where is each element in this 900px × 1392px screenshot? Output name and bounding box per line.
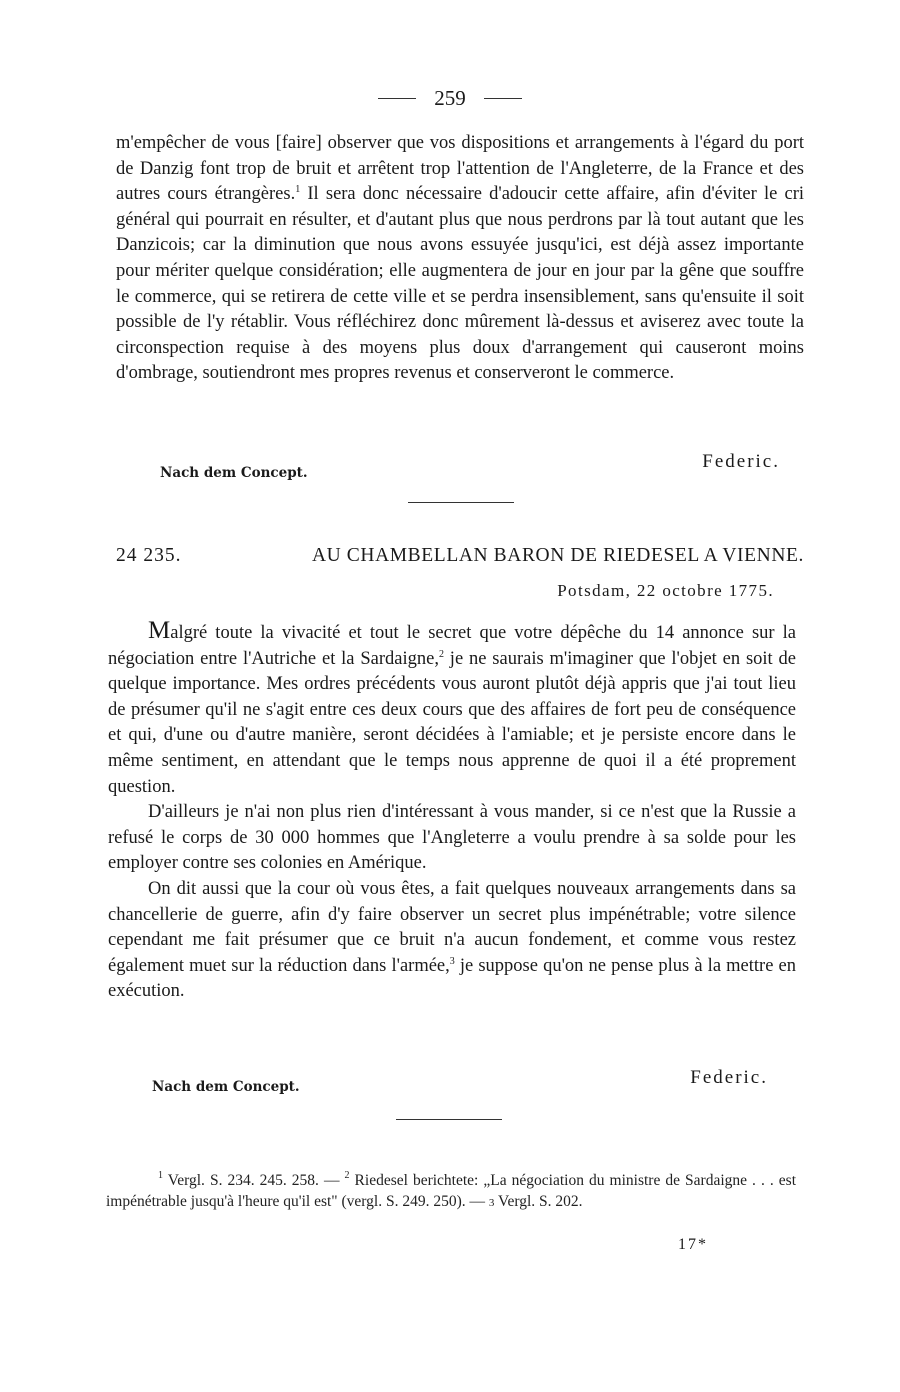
letter-number: 24 235. — [116, 545, 182, 566]
footnote-mark-1: 1 — [158, 1170, 163, 1181]
letter-2-source-note: Nach dem Concept. — [152, 1079, 300, 1095]
letter-title: AU CHAMBELLAN BARON DE RIEDESEL A VIENNE. — [311, 545, 804, 566]
letter-2-p3-text-a: On dit aussi que la cour où vous êtes, a fait quelques nouveaux arrangements dans sa chancellerie de guerre, afin d'y faire observer un secret plus impénétrable; votre silence cependant me fait présumer que ce bruit n'a aucun fondement, et comme vous restez également muet sur la réduction dans l'armée, — [108, 878, 796, 976]
footnote-mark-3: 3 — [488, 1197, 495, 1209]
letter-2-body — [108, 618, 796, 1005]
letter-1-source-note: Nach dem Concept. — [160, 465, 308, 481]
letter-1-signature: Federic. — [702, 451, 780, 472]
footnote-mark-2: 2 — [344, 1170, 350, 1181]
footnote-2: Riedesel berichtete: „La négociation du ministre de Sardaigne . . . est impénétrable jusqu'à l'heure qu'il est" (vergl. S. 249. 250). — — [106, 1172, 797, 1210]
letter-2-heading — [116, 545, 804, 567]
header-dash-left — [378, 98, 416, 99]
letter-2-paragraph-2: D'ailleurs je n'ai non plus rien d'intéressant à vous mander, si ce n'est que la Russie a refusé le corps de 30 000 hommes que l'Angleterre a voulu prendre à sa solde pour les employer contre ses colonies en Amérique. — [108, 802, 796, 874]
footnote-text — [106, 1170, 796, 1214]
page-number: 259 — [434, 86, 466, 110]
header-dash-right — [484, 98, 522, 99]
footnotes — [106, 1170, 796, 1214]
letter-2-paragraph-1 — [108, 618, 796, 800]
letter-1-text-a: m'empêcher de vous [faire] observer que vos dispositions et arrangements à l'égard du port de Danzig font trop de bruit et arrêtent trop l'attention de l'Angleterre, de la France et des autres cours étrangères. — [116, 133, 804, 205]
letter-1-text-b: Il sera donc nécessaire d'adoucir cette affaire, afin d'éviter le cri général qui pourrait en résulter, et d'autant plus que nous perdrons par là tout autant que les Danzicois; car la diminution que nous avons essuyée jusqu'ici, est déjà assez importante pour mériter quelque considération; elle augmentera de jour en jour par la gêne que souffre le commerce, qui se retirera de cette ville et se perdra insensiblement, sans qu'ensuite il soit possible de l'y rétablir. Vous réfléchirez donc mûrement là-dessus et aviserez avec toute la circonspection requise à des moyens plus doux d'arrangement qui causeront moins d'ombrage, soutiendront mes propres revenus et conserveront le commerce. — [116, 184, 804, 384]
section-divider-2 — [396, 1119, 502, 1120]
letter-1-paragraph — [116, 131, 804, 387]
page-header — [0, 86, 900, 111]
letter-2-p1-text-b: je ne saurais m'imaginer que l'objet en soit de quelque importance. Mes ordres précédents vous auront plutôt déjà appris que j'ai tout lieu de présumer qu'il ne s'agit entre ces deux cours que des affaires de fort peu de conséquence et qui, d'une ou d'autre manière, seront décidées à l'amiable; et je persiste encore dans le même sentiment, en attendant que le temps nous apprenne de quoi il a été proprement question. — [108, 648, 796, 797]
letter-2-signature: Federic. — [690, 1067, 768, 1088]
footnote-ref-3: 3 — [449, 955, 455, 967]
letter-2-p3-text-b: je suppose qu'on ne pense plus à la mettre en exécution. — [108, 955, 796, 1002]
initial-letter: M — [148, 617, 171, 644]
letter-1-closing — [160, 451, 780, 483]
footnote-ref-2: 2 — [438, 648, 444, 660]
footnote-1: Vergl. S. 234. 245. 258. — — [163, 1172, 345, 1189]
letter-2-closing — [152, 1061, 768, 1097]
letter-2-paragraph-3 — [108, 877, 796, 1005]
letter-2-p1-text-a: algré toute la vivacité et tout le secret que votre dépêche du 14 annonce sur la négociation entre l'Autriche et la Sardaigne, — [108, 623, 796, 669]
footnote-ref-1: 1 — [295, 184, 301, 196]
letter-dateline: Potsdam, 22 octobre 1775. — [557, 581, 774, 600]
letter-1-body — [116, 131, 804, 387]
sheet-signature-mark: 17* — [678, 1236, 708, 1253]
footnote-3: Vergl. S. 202. — [494, 1193, 583, 1210]
section-divider-1 — [408, 502, 514, 503]
